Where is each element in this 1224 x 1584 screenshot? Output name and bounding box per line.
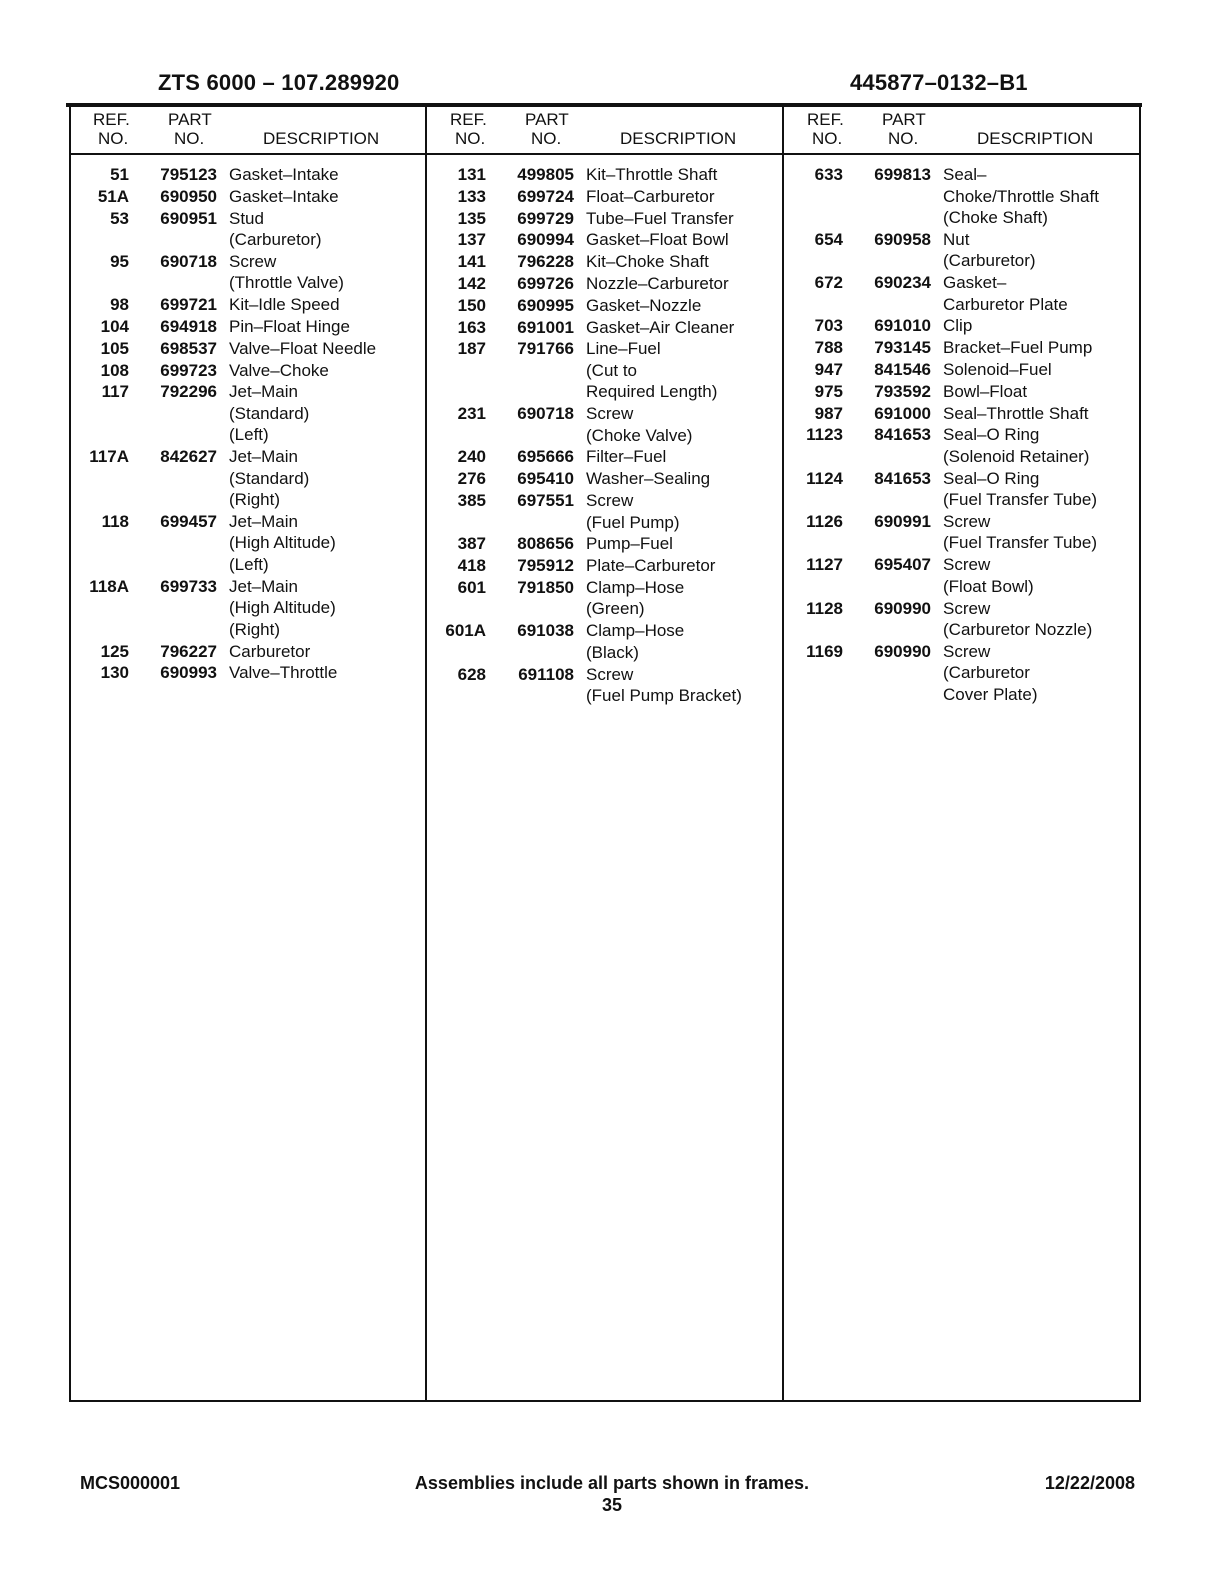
ref-number: 703 — [814, 316, 843, 336]
part-number: 691000 — [874, 403, 931, 423]
part-number: 695407 — [874, 555, 931, 575]
part-number: 695666 — [517, 447, 574, 467]
table-row — [70, 186, 426, 208]
description-line: Screw — [943, 511, 991, 531]
description-header: DESCRIPTION — [620, 129, 737, 148]
description-line: (Carburetor) — [943, 251, 1036, 271]
description-line: Screw — [586, 491, 634, 511]
description-line: Gasket– — [943, 273, 1007, 293]
description-line: Seal– — [943, 165, 987, 184]
description-line: (Fuel Transfer Tube) — [943, 490, 1098, 510]
ref-header: REF. — [93, 110, 130, 129]
part-description — [931, 641, 1037, 706]
ref-number: 276 — [457, 469, 486, 489]
part-description — [574, 229, 729, 251]
part-description — [217, 251, 344, 294]
description-line: Pin–Float Hinge — [229, 316, 350, 336]
table-row — [784, 554, 1140, 597]
ref-number: 108 — [100, 360, 129, 380]
part-number: 691001 — [517, 317, 574, 337]
table-row — [427, 208, 783, 230]
footer-code: MCS000001 — [80, 1473, 181, 1493]
part-number: 791850 — [517, 577, 574, 597]
description-line: Screw — [943, 641, 991, 661]
description-line: Screw — [943, 598, 991, 618]
part-number: 841546 — [874, 359, 931, 379]
description-header: DESCRIPTION — [977, 129, 1094, 148]
table-row — [427, 295, 783, 317]
part-number: 690718 — [160, 251, 217, 271]
table-row — [70, 576, 426, 641]
ref-number: 1123 — [806, 425, 843, 445]
table-row — [784, 381, 1140, 403]
table-row — [784, 272, 1140, 315]
part-number: 699733 — [160, 576, 217, 596]
description-line: Clamp–Hose — [586, 621, 685, 641]
description-line: (Standard) — [229, 468, 310, 488]
table-row — [784, 511, 1140, 554]
ref-number: 131 — [457, 165, 486, 184]
part-number: 841653 — [874, 425, 931, 445]
table-row — [70, 164, 426, 186]
part-number: 499805 — [517, 165, 574, 184]
part-number: 793145 — [874, 338, 931, 358]
part-number: 796227 — [160, 641, 217, 661]
table-row — [784, 641, 1140, 706]
ref-number: 142 — [457, 273, 486, 293]
ref-number: 51 — [110, 165, 129, 184]
table-row — [427, 317, 783, 339]
ref-number: 601 — [457, 577, 486, 597]
part-description — [931, 554, 1034, 597]
part-number: 690234 — [874, 273, 931, 293]
part-description — [217, 641, 310, 663]
footer-date: 12/22/2008 — [1044, 1473, 1135, 1493]
table-row — [70, 251, 426, 294]
ref-number: 117 — [101, 382, 129, 402]
ref-number: 118 — [101, 511, 129, 531]
document-number: 445877–0132–B1 — [850, 70, 1028, 95]
table-row — [70, 208, 426, 251]
part-description — [931, 164, 1099, 229]
description-line: (Choke Shaft) — [943, 208, 1048, 227]
ref-number: 231 — [457, 404, 486, 424]
part-number: 690951 — [160, 208, 217, 228]
ref-number: 1169 — [806, 641, 843, 661]
part-number: 695410 — [517, 469, 574, 489]
part-description — [931, 315, 972, 337]
ref-number: 125 — [100, 641, 129, 661]
ref-number: 672 — [814, 273, 843, 293]
description-line: (Left) — [229, 425, 269, 445]
table-row — [70, 511, 426, 576]
ref-number: 628 — [457, 664, 486, 684]
description-line: Gasket–Intake — [229, 165, 339, 184]
description-line: Nozzle–Carburetor — [586, 273, 729, 293]
description-line: (Right) — [229, 619, 281, 639]
description-line: Pump–Fuel — [586, 534, 673, 554]
part-description — [574, 251, 709, 273]
part-number: 792296 — [160, 382, 217, 402]
part-number: 690991 — [874, 511, 931, 531]
table-row — [784, 315, 1140, 337]
table-row — [427, 664, 783, 707]
ref-number: 118A — [89, 576, 129, 596]
table-row — [427, 490, 783, 533]
table-row — [427, 555, 783, 577]
ref-number: 987 — [814, 403, 843, 423]
table-row — [70, 381, 426, 446]
description-line: Valve–Throttle — [229, 663, 338, 683]
ref-number: 53 — [110, 208, 129, 228]
ref-number: 418 — [457, 556, 486, 576]
part-number: 690993 — [160, 663, 217, 683]
description-line: Required Length) — [586, 382, 718, 402]
part-description — [574, 208, 734, 230]
part-number: 808656 — [517, 534, 574, 554]
table-row — [70, 316, 426, 338]
table-row — [427, 338, 783, 403]
part-description — [574, 555, 715, 577]
table-row — [70, 360, 426, 382]
ref-header: REF. — [450, 110, 487, 129]
table-row — [784, 424, 1140, 467]
page-number: 35 — [601, 1495, 623, 1515]
part-number: 699457 — [160, 511, 217, 531]
ref-number: 51A — [97, 186, 129, 206]
parts-rows — [784, 154, 1140, 705]
description-line: Solenoid–Fuel — [943, 359, 1052, 379]
ref-number: 1124 — [806, 468, 843, 488]
description-line: Line–Fuel — [586, 339, 661, 359]
description-line: Gasket–Air Cleaner — [586, 317, 735, 337]
table-row — [70, 294, 426, 316]
table-row — [784, 229, 1140, 272]
table-row — [784, 598, 1140, 641]
ref-number: 135 — [457, 208, 486, 228]
parts-rows — [427, 154, 783, 707]
ref-header-no: NO. — [98, 129, 129, 148]
table-row — [427, 620, 783, 663]
part-description — [931, 359, 1052, 381]
ref-number: 104 — [100, 316, 129, 336]
table-row — [784, 468, 1140, 511]
table-row — [70, 446, 426, 511]
ref-number: 1128 — [806, 598, 843, 618]
part-description — [217, 208, 322, 251]
part-number: 690994 — [517, 230, 574, 250]
description-line: (Float Bowl) — [943, 576, 1034, 596]
description-line: (Carburetor) — [229, 230, 322, 250]
part-description — [217, 511, 336, 576]
description-line: Valve–Float Needle — [229, 338, 377, 358]
ref-header-no: NO. — [812, 129, 843, 148]
part-number: 796228 — [517, 252, 574, 272]
description-line: (High Altitude) — [229, 533, 336, 553]
part-number: 690958 — [874, 229, 931, 249]
description-line: Kit–Throttle Shaft — [586, 165, 718, 184]
ref-number: 141 — [457, 252, 486, 272]
description-line: Seal–O Ring — [943, 425, 1040, 445]
table-row — [427, 229, 783, 251]
part-description — [217, 576, 336, 641]
part-description — [931, 598, 1092, 641]
part-number: 699813 — [874, 165, 931, 184]
part-number: 795123 — [160, 165, 217, 184]
ref-number: 130 — [100, 663, 129, 683]
description-line: (Fuel Pump) — [586, 512, 680, 532]
ref-number: 1126 — [806, 511, 843, 531]
part-description — [931, 272, 1068, 315]
ref-number: 601A — [445, 621, 486, 641]
part-header-no: NO. — [531, 129, 562, 148]
ref-number: 387 — [457, 534, 486, 554]
description-line: Jet–Main — [229, 576, 298, 596]
description-line: Clip — [943, 316, 973, 336]
part-description — [574, 403, 692, 446]
description-line: (Green) — [586, 599, 645, 619]
part-description — [574, 295, 701, 317]
description-line: Kit–Idle Speed — [229, 295, 340, 315]
footer-note: Assemblies include all parts shown in frames. — [414, 1473, 810, 1493]
part-description — [574, 468, 710, 490]
parts-column-1 — [70, 106, 426, 684]
ref-number: 98 — [110, 295, 129, 315]
table-row — [70, 641, 426, 663]
part-description — [574, 620, 684, 663]
description-line: (Carburetor Nozzle) — [943, 620, 1093, 640]
part-number: 842627 — [160, 447, 217, 467]
description-line: Plate–Carburetor — [586, 556, 716, 576]
description-line: Tube–Fuel Transfer — [586, 208, 734, 228]
ref-number: 240 — [457, 447, 486, 467]
description-line: Screw — [943, 555, 991, 575]
part-number: 795912 — [517, 556, 574, 576]
description-line: Jet–Main — [229, 382, 298, 402]
description-line: (Fuel Pump Bracket) — [586, 686, 742, 706]
part-number: 699726 — [517, 273, 574, 293]
part-description — [217, 662, 337, 684]
ref-header-no: NO. — [455, 129, 486, 148]
part-number: 690990 — [874, 598, 931, 618]
ref-number: 947 — [814, 359, 843, 379]
column-header — [70, 106, 426, 154]
description-line: Filter–Fuel — [586, 447, 667, 467]
part-description — [574, 533, 673, 555]
description-line: (Carburetor — [943, 663, 1030, 683]
ref-number: 633 — [814, 165, 843, 184]
description-line: Gasket–Intake — [229, 186, 339, 206]
part-description — [931, 381, 1027, 403]
part-description — [574, 317, 734, 339]
part-description — [931, 468, 1097, 511]
ref-number: 163 — [457, 317, 486, 337]
description-line: (Cut to — [586, 360, 638, 380]
part-description — [217, 338, 376, 360]
part-description — [931, 403, 1089, 425]
table-row — [427, 273, 783, 295]
ref-number: 95 — [110, 251, 129, 271]
ref-number: 1127 — [806, 555, 843, 575]
part-number: 791766 — [517, 339, 574, 359]
table-row — [427, 446, 783, 468]
part-description — [217, 316, 350, 338]
table-row — [427, 403, 783, 446]
column-header — [784, 106, 1140, 154]
ref-number: 187 — [457, 339, 486, 359]
part-description — [574, 186, 715, 208]
ref-number: 150 — [457, 295, 486, 315]
part-number: 690718 — [517, 404, 574, 424]
description-line: Screw — [229, 251, 277, 271]
description-line: Stud — [229, 208, 264, 228]
ref-number: 654 — [814, 229, 843, 249]
description-line: (Throttle Valve) — [229, 273, 344, 293]
part-number: 793592 — [874, 381, 931, 401]
part-description — [217, 446, 309, 511]
part-description — [931, 424, 1089, 467]
table-row — [70, 338, 426, 360]
part-header: PART — [882, 110, 926, 129]
description-line: Carburetor Plate — [943, 294, 1068, 314]
part-description — [574, 490, 680, 533]
part-description — [217, 164, 339, 186]
part-header: PART — [525, 110, 569, 129]
ref-number: 105 — [100, 338, 129, 358]
description-line: Clamp–Hose — [586, 577, 685, 597]
ref-header: REF. — [807, 110, 844, 129]
part-number: 694918 — [160, 316, 217, 336]
description-line: Bracket–Fuel Pump — [943, 338, 1093, 358]
part-number: 698537 — [160, 338, 217, 358]
part-description — [574, 664, 742, 707]
part-header-no: NO. — [888, 129, 919, 148]
table-row — [784, 164, 1140, 229]
description-line: Seal–O Ring — [943, 468, 1040, 488]
description-line: Jet–Main — [229, 511, 298, 531]
ref-number: 117A — [89, 447, 129, 467]
part-number: 841653 — [874, 468, 931, 488]
part-description — [217, 381, 309, 446]
ref-number: 788 — [814, 338, 843, 358]
part-number: 690950 — [160, 186, 217, 206]
table-row — [784, 359, 1140, 381]
part-description — [574, 338, 717, 403]
part-number: 691010 — [874, 316, 931, 336]
table-row — [70, 662, 426, 684]
parts-column-2 — [427, 106, 783, 707]
part-number: 690990 — [874, 641, 931, 661]
table-row — [427, 164, 783, 186]
table-row — [784, 337, 1140, 359]
description-line: Bowl–Float — [943, 381, 1028, 401]
description-line: (Choke Valve) — [586, 425, 693, 445]
part-number: 691108 — [518, 664, 574, 684]
part-description — [217, 360, 329, 382]
table-row — [784, 403, 1140, 425]
model-title: ZTS 6000 – 107.289920 — [158, 70, 400, 95]
part-header: PART — [168, 110, 212, 129]
description-line: (Black) — [586, 642, 639, 662]
ref-number: 137 — [457, 230, 486, 250]
part-number: 699721 — [160, 295, 217, 315]
part-description — [574, 273, 729, 295]
description-line: Gasket–Float Bowl — [586, 230, 729, 250]
part-description — [931, 229, 1036, 272]
description-line: Jet–Main — [229, 447, 298, 467]
part-number: 697551 — [517, 491, 574, 511]
part-number: 699729 — [517, 208, 574, 228]
part-number: 699723 — [160, 360, 217, 380]
description-line: Carburetor — [229, 641, 311, 661]
parts-column-3 — [784, 106, 1140, 706]
part-number: 690995 — [517, 295, 574, 315]
part-description — [931, 511, 1097, 554]
description-line: (Right) — [229, 490, 281, 510]
description-line: Washer–Sealing — [586, 469, 711, 489]
part-description — [217, 294, 340, 316]
table-row — [427, 577, 783, 620]
description-line: (Left) — [229, 554, 269, 574]
description-line: Nut — [943, 229, 970, 249]
table-row — [427, 251, 783, 273]
part-description — [574, 446, 666, 468]
description-line: Kit–Choke Shaft — [586, 252, 709, 272]
description-line: Screw — [586, 664, 634, 684]
table-row — [427, 186, 783, 208]
ref-number: 385 — [457, 491, 486, 511]
description-line: Gasket–Nozzle — [586, 295, 702, 315]
part-number: 699724 — [517, 186, 574, 206]
description-line: (Solenoid Retainer) — [943, 446, 1090, 466]
table-row — [427, 468, 783, 490]
description-line: Seal–Throttle Shaft — [943, 403, 1089, 423]
part-description — [574, 164, 717, 186]
part-description — [931, 337, 1092, 359]
ref-number: 133 — [457, 186, 486, 206]
description-line: Screw — [586, 404, 634, 424]
part-description — [574, 577, 684, 620]
description-line: Float–Carburetor — [586, 186, 715, 206]
description-line: (Fuel Transfer Tube) — [943, 533, 1098, 553]
table-row — [427, 533, 783, 555]
ref-number: 975 — [814, 381, 843, 401]
description-line: Cover Plate) — [943, 684, 1038, 704]
part-number: 691038 — [517, 621, 574, 641]
part-header-no: NO. — [174, 129, 205, 148]
description-header: DESCRIPTION — [263, 129, 380, 148]
description-line: (Standard) — [229, 403, 310, 423]
column-header — [427, 106, 783, 154]
description-line: Valve–Choke — [229, 360, 329, 380]
description-line: (High Altitude) — [229, 598, 336, 618]
parts-rows — [70, 154, 426, 684]
part-description — [217, 186, 339, 208]
description-line: Choke/Throttle Shaft — [943, 186, 1099, 206]
